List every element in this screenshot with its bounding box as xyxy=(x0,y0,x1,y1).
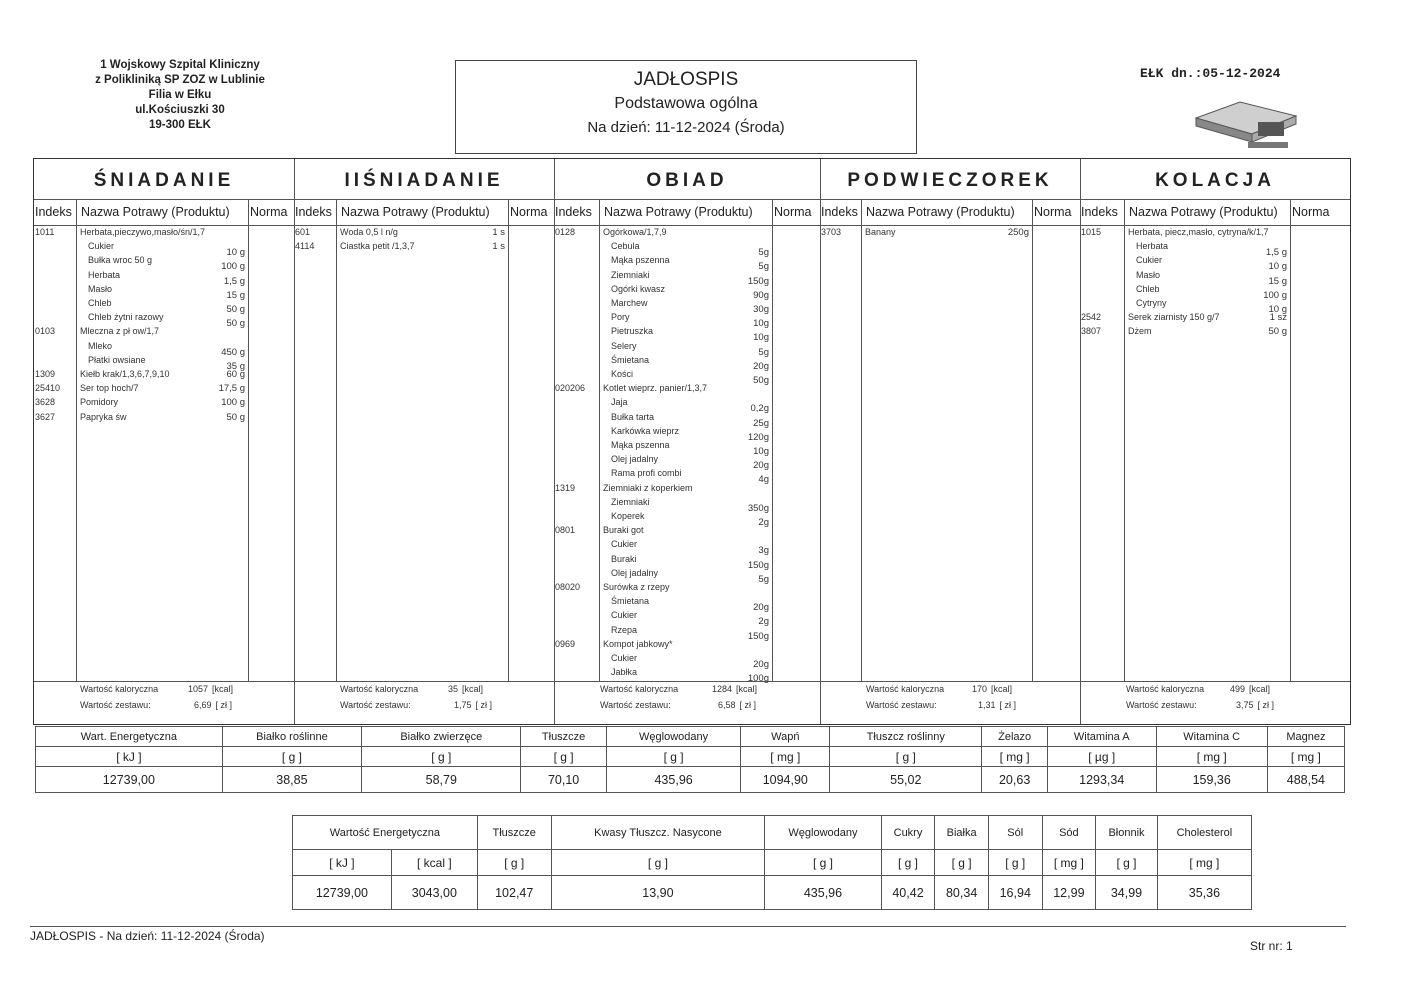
column-divider xyxy=(861,199,862,681)
ingredient-name: Chleb żytni razowy xyxy=(88,312,164,323)
dish-name: Ser top hoch/7 xyxy=(80,383,139,394)
column-header-index: Indeks xyxy=(555,205,592,219)
ingredient-name: Jabłka xyxy=(611,667,638,678)
row-divider xyxy=(34,199,1350,200)
nutrition-header-row xyxy=(36,727,1345,747)
item-quantity: 50 g xyxy=(226,304,245,315)
item-quantity: 150g xyxy=(747,275,769,287)
cost-value xyxy=(718,700,756,710)
item-index: 2542 xyxy=(1081,312,1102,323)
ingredient-name: Jaja xyxy=(611,397,628,408)
column-divider xyxy=(772,199,773,681)
item-quantity: 50 g xyxy=(226,411,245,423)
nutrient-header: Witamina A xyxy=(1047,727,1156,747)
cost-unit: [ zł ] xyxy=(1257,700,1275,710)
item-quantity: 50 g xyxy=(226,318,245,330)
ingredient-name: Śmietana xyxy=(611,596,650,607)
dish-name: Dżem xyxy=(1128,326,1152,337)
cost-number: 6,58 xyxy=(718,700,736,710)
nutrient-header: Tłuszcze xyxy=(521,727,606,747)
ingredient-name: Ziemniaki xyxy=(611,269,650,280)
nutrient-value: 435,96 xyxy=(765,876,881,910)
nutrient-unit: [ g ] xyxy=(362,747,521,767)
nutrient-unit: [ kJ ] xyxy=(293,850,392,876)
menu-date: Na dzień: 11-12-2024 (Środa) xyxy=(587,119,785,136)
nutrient-header: Wart. Energetyczna xyxy=(36,727,223,747)
hospital-line: 1 Wojskowy Szpital Kliniczny xyxy=(100,59,260,71)
item-index: 1319 xyxy=(555,482,576,493)
item-quantity: 10 g xyxy=(1268,304,1287,315)
hospital-line: z Polikliniką SP ZOZ w Lublinie xyxy=(95,74,265,86)
item-quantity: 35 g xyxy=(226,360,245,372)
column-header-name: Nazwa Potrawy (Produktu) xyxy=(1129,205,1278,219)
energy-header: Wartość Energetyczna xyxy=(293,816,478,850)
nutrient-value: 1094,90 xyxy=(741,767,830,793)
ingredient-name: Marchew xyxy=(611,298,648,308)
ingredient-name: Masło xyxy=(88,283,113,294)
cost-number: 3,75 xyxy=(1236,700,1254,710)
kcal-unit: [kcal] xyxy=(1249,684,1271,694)
row-divider xyxy=(34,225,1350,226)
ingredient-name: Herbata xyxy=(88,269,121,280)
issue-date: EŁK dn.:05-12-2024 xyxy=(1140,66,1281,81)
item-index: 601 xyxy=(295,227,311,237)
column-header-index: Indeks xyxy=(821,205,858,219)
cost-unit: [ zł ] xyxy=(215,700,233,710)
nutrient-value: 12739,00 xyxy=(36,767,223,793)
nutrient-unit: [ g ] xyxy=(765,850,881,876)
kcal-value xyxy=(712,684,757,694)
ingredient-name: Cukier xyxy=(88,241,115,252)
ingredient-name: Chleb xyxy=(1136,283,1160,294)
page-number: Str nr: 1 xyxy=(1250,939,1293,953)
column-header-name: Nazwa Potrawy (Produktu) xyxy=(866,205,1015,219)
item-quantity: 50g xyxy=(753,375,769,386)
nutrient-unit: [ g ] xyxy=(521,747,606,767)
nutrient-header: Kwasy Tłuszcz. Nasycone xyxy=(551,816,765,850)
column-divider xyxy=(248,199,249,681)
item-quantity: 100g xyxy=(747,673,769,685)
cost-number: 1,75 xyxy=(454,700,472,710)
nutrient-unit: [ mg ] xyxy=(1156,747,1267,767)
nutrient-value: 70,10 xyxy=(521,767,606,793)
ingredient-name: Mąka pszenna xyxy=(611,440,670,450)
dish-name: Woda 0,5 l n/g xyxy=(340,227,398,237)
cost-value xyxy=(1236,700,1274,710)
cost-label: Wartość zestawu: xyxy=(1126,700,1197,710)
cost-unit: [ zł ] xyxy=(739,700,757,710)
nutrient-unit: [ g ] xyxy=(881,850,935,876)
cost-unit: [ zł ] xyxy=(475,700,493,710)
cost-label: Wartość zestawu: xyxy=(340,700,411,710)
column-header-norma: Norma xyxy=(1034,205,1072,219)
item-quantity: 20g xyxy=(753,360,769,372)
item-quantity: 2g xyxy=(758,517,769,528)
item-index: 1015 xyxy=(1081,227,1102,237)
item-quantity: 50 g xyxy=(1268,326,1287,338)
nutrient-value: 3043,00 xyxy=(391,876,477,910)
ingredient-name: Cytryny xyxy=(1136,298,1167,308)
nutrient-unit: [ kcal ] xyxy=(391,850,477,876)
item-quantity: 150g xyxy=(747,630,769,642)
nutrient-value: 58,79 xyxy=(362,767,521,793)
ingredient-name: Cebula xyxy=(611,241,640,252)
item-quantity: 30g xyxy=(753,304,769,315)
meal-title: PODWIECZOREK xyxy=(847,170,1053,191)
nutrient-unit: [ g ] xyxy=(477,850,551,876)
item-quantity: 1,5 g xyxy=(223,275,245,287)
item-index: 0801 xyxy=(555,525,576,536)
nutrient-header: Białko zwierzęce xyxy=(362,727,521,747)
column-header-name: Nazwa Potrawy (Produktu) xyxy=(341,205,490,219)
item-quantity: 20g xyxy=(753,460,769,472)
cost-number: 1,31 xyxy=(978,700,996,710)
nutrition-value-row xyxy=(293,876,1252,910)
column-header-index: Indeks xyxy=(35,205,72,219)
item-quantity: 1,5 g xyxy=(1265,247,1287,259)
item-quantity: 5g xyxy=(758,247,769,259)
item-quantity: 150g xyxy=(747,559,769,571)
kcal-number: 1057 xyxy=(188,684,209,694)
nutrient-unit: [ g ] xyxy=(606,747,741,767)
item-quantity: 20g xyxy=(753,602,769,614)
nutrient-unit: [ mg ] xyxy=(982,747,1047,767)
nutrient-value: 159,36 xyxy=(1156,767,1267,793)
dish-name: Buraki got xyxy=(603,525,644,536)
dish-name: Papryka św xyxy=(80,411,127,422)
meal-title: ŚNIADANIE xyxy=(93,170,235,191)
hospital-line: 19-300 EŁK xyxy=(148,119,211,131)
cost-label: Wartość zestawu: xyxy=(866,700,937,710)
ingredient-name: Koperek xyxy=(611,511,645,521)
item-quantity: 10 g xyxy=(226,247,245,259)
dish-name: Mleczna z pł ow/1,7 xyxy=(80,326,160,337)
nutrient-value: 12739,00 xyxy=(293,876,392,910)
item-index: 0103 xyxy=(35,326,56,337)
nutrient-header: Witamina C xyxy=(1156,727,1267,747)
cost-number: 6,69 xyxy=(194,700,212,710)
dish-name: Surówka z rzepy xyxy=(603,582,670,592)
ingredient-name: Cukier xyxy=(611,653,638,663)
nutrient-header: Sód xyxy=(1042,816,1096,850)
nutrient-unit: [ g ] xyxy=(1096,850,1158,876)
ingredient-name: Cukier xyxy=(1136,255,1163,266)
nutrient-unit: [ g ] xyxy=(222,747,361,767)
ingredient-name: Olej jadalny xyxy=(611,454,659,465)
footer-divider xyxy=(30,926,1346,927)
column-divider xyxy=(336,199,337,681)
kcal-value xyxy=(972,684,1012,694)
nutrient-value: 488,54 xyxy=(1267,767,1344,793)
diet-type: Podstawowa ogólna xyxy=(614,95,758,112)
item-quantity: 25g xyxy=(753,417,769,429)
meal-title: KOLACJA xyxy=(1155,170,1275,191)
nutrient-value: 435,96 xyxy=(606,767,741,793)
nutrient-value: 38,85 xyxy=(222,767,361,793)
nutrient-value: 102,47 xyxy=(477,876,551,910)
ingredient-name: Karkówka wieprz xyxy=(611,425,680,436)
nutrient-header: Magnez xyxy=(1267,727,1344,747)
item-quantity: 100 g xyxy=(1263,289,1287,301)
item-index: 4114 xyxy=(295,241,315,252)
nutrition-unit-row xyxy=(293,850,1252,876)
item-index: 3628 xyxy=(35,397,56,408)
item-quantity: 90g xyxy=(753,289,769,301)
menu-grid xyxy=(33,158,1351,725)
book-computer-icon xyxy=(1192,96,1302,152)
item-index: 1309 xyxy=(35,369,56,379)
ingredient-name: Cukier xyxy=(611,610,638,621)
column-header-norma: Norma xyxy=(250,205,288,219)
item-index: 020206 xyxy=(555,383,586,394)
meal-title: OBIAD xyxy=(646,170,728,191)
column-header-norma: Norma xyxy=(774,205,812,219)
item-quantity: 1 s xyxy=(492,227,505,238)
kcal-number: 1284 xyxy=(712,684,733,694)
cost-unit: [ zł ] xyxy=(999,700,1017,710)
column-divider xyxy=(820,159,821,724)
kcal-label: Wartość kaloryczna xyxy=(1126,684,1205,694)
nutrient-header: Sól xyxy=(988,816,1042,850)
nutrient-value: 16,94 xyxy=(988,876,1042,910)
kcal-unit: [kcal] xyxy=(212,684,234,694)
dish-name: Pomidory xyxy=(80,397,119,408)
item-quantity: 10g xyxy=(753,446,769,457)
column-divider xyxy=(508,199,509,681)
item-index: 08020 xyxy=(555,582,581,592)
kcal-label: Wartość kaloryczna xyxy=(866,684,945,694)
item-quantity: 60 g xyxy=(226,369,245,380)
dish-name: Ogórkowa/1,7,9 xyxy=(603,227,667,237)
ingredient-name: Pory xyxy=(611,312,630,323)
nutrient-unit: [ g ] xyxy=(935,850,989,876)
ingredient-name: Rzepa xyxy=(611,624,638,635)
nutrition-table-summary xyxy=(292,815,1252,910)
ingredient-name: Selery xyxy=(611,340,637,351)
nutrient-unit: [ mg ] xyxy=(1042,850,1096,876)
ingredient-name: Kości xyxy=(611,369,634,379)
meal-title: IIŚNIADANIE xyxy=(344,170,504,191)
column-header-index: Indeks xyxy=(1081,205,1118,219)
ingredient-name: Śmietana xyxy=(611,354,650,365)
cost-value xyxy=(454,700,492,710)
column-divider xyxy=(1080,159,1081,724)
kcal-number: 35 xyxy=(448,684,459,694)
kcal-value xyxy=(448,684,483,694)
item-index: 3703 xyxy=(821,227,842,237)
kcal-label: Wartość kaloryczna xyxy=(340,684,419,694)
item-quantity: 2g xyxy=(758,616,769,628)
nutrient-unit: [ g ] xyxy=(988,850,1042,876)
nutrient-value: 1293,34 xyxy=(1047,767,1156,793)
dish-name: Kotlet wieprz. panier/1,3,7 xyxy=(603,383,708,394)
nutrient-unit: [ g ] xyxy=(551,850,765,876)
nutrient-header: Żelazo xyxy=(982,727,1047,747)
nutrient-header: Wapń xyxy=(741,727,830,747)
cost-label: Wartość zestawu: xyxy=(600,700,671,710)
ingredient-name: Rama profi combi xyxy=(611,468,682,479)
nutrient-value: 80,34 xyxy=(935,876,989,910)
nutrient-value: 35,36 xyxy=(1157,876,1251,910)
kcal-label: Wartość kaloryczna xyxy=(80,684,159,694)
item-index: 0128 xyxy=(555,227,576,237)
dish-name: Ziemniaki z koperkiem xyxy=(603,482,693,493)
column-divider xyxy=(1032,199,1033,681)
dish-name: Ciastka petit /1,3,7 xyxy=(340,241,415,252)
ingredient-name: Ogórki kwasz xyxy=(611,283,666,294)
column-header-norma: Norma xyxy=(1292,205,1330,219)
ingredient-name: Płatki owsiane xyxy=(88,354,146,365)
dish-name: Serek ziarnisty 150 g/7 xyxy=(1128,312,1220,323)
column-header-name: Nazwa Potrawy (Produktu) xyxy=(81,205,230,219)
column-header-norma: Norma xyxy=(510,205,548,219)
item-quantity: 20g xyxy=(753,659,769,670)
item-quantity: 3g xyxy=(758,545,769,557)
nutrient-unit: [ mg ] xyxy=(741,747,830,767)
ingredient-name: Cukier xyxy=(611,539,638,550)
column-divider xyxy=(1290,199,1291,681)
nutrient-value: 13,90 xyxy=(551,876,765,910)
ingredient-name: Olej jadalny xyxy=(611,567,659,578)
hospital-line: Filia w Ełku xyxy=(148,89,212,101)
nutrient-header: Cukry xyxy=(881,816,935,850)
nutrition-header-row xyxy=(293,816,1252,850)
nutrient-header: Błonnik xyxy=(1096,816,1158,850)
kcal-unit: [kcal] xyxy=(736,684,758,694)
nutrient-header: Węglowodany xyxy=(606,727,741,747)
nutrient-unit: [ mg ] xyxy=(1267,747,1344,767)
dish-name: Herbata,pieczywo,masło/śn/1,7 xyxy=(80,227,206,237)
nutrient-unit: [ kJ ] xyxy=(36,747,223,767)
item-quantity: 10g xyxy=(753,332,769,344)
ingredient-name: Herbata xyxy=(1136,241,1169,252)
dish-name: Kiełb krak/1,3,6,7,9,10 xyxy=(80,369,170,379)
dish-name: Kompot jabkowy* xyxy=(603,638,673,649)
column-header-index: Indeks xyxy=(295,205,332,219)
nutrient-header: Węglowodany xyxy=(765,816,881,850)
nutrient-header: Cholesterol xyxy=(1157,816,1251,850)
hospital-line: ul.Kościuszki 30 xyxy=(135,104,225,116)
ingredient-name: Bułka tarta xyxy=(611,411,655,422)
hospital-address xyxy=(60,58,300,133)
nutrition-value-row xyxy=(36,767,1345,793)
ingredient-name: Pietruszka xyxy=(611,326,654,337)
ingredient-name: Masło xyxy=(1136,269,1161,280)
item-quantity: 250g xyxy=(1007,227,1029,238)
column-header-name: Nazwa Potrawy (Produktu) xyxy=(604,205,753,219)
item-quantity: 15 g xyxy=(1268,275,1287,287)
item-quantity: 5g xyxy=(758,346,769,358)
nutrient-unit: [ g ] xyxy=(830,747,982,767)
item-quantity: 350g xyxy=(747,502,769,514)
item-index: 1011 xyxy=(35,227,55,237)
item-quantity: 10g xyxy=(753,318,769,330)
item-quantity: 5g xyxy=(758,261,769,273)
nutrient-value: 20,63 xyxy=(982,767,1047,793)
ingredient-name: Chleb xyxy=(88,298,112,308)
item-quantity: 450 g xyxy=(221,346,245,358)
kcal-unit: [kcal] xyxy=(462,684,484,694)
nutrient-value: 12,99 xyxy=(1042,876,1096,910)
nutrition-unit-row xyxy=(36,747,1345,767)
nutrient-header: Tłuszcze xyxy=(477,816,551,850)
item-quantity: 1 s xyxy=(492,241,505,253)
document-title: JADŁOSPIS xyxy=(633,69,739,90)
kcal-value xyxy=(1230,684,1270,694)
item-quantity: 120g xyxy=(747,431,769,443)
item-index: 0969 xyxy=(555,638,576,649)
kcal-value xyxy=(188,684,233,694)
title-box xyxy=(455,60,917,154)
kcal-number: 499 xyxy=(1230,684,1246,694)
item-quantity: 0,2g xyxy=(750,403,769,415)
kcal-label: Wartość kaloryczna xyxy=(600,684,679,694)
dish-name: Herbata, piecz,masło, cytryna/k/1,7 xyxy=(1128,227,1269,237)
item-index: 3807 xyxy=(1081,326,1102,337)
nutrient-value: 55,02 xyxy=(830,767,982,793)
cost-label: Wartość zestawu: xyxy=(80,700,151,710)
kcal-unit: [kcal] xyxy=(991,684,1013,694)
nutrient-unit: [ µg ] xyxy=(1047,747,1156,767)
ingredient-name: Buraki xyxy=(611,553,637,564)
nutrient-value: 40,42 xyxy=(881,876,935,910)
cost-value xyxy=(194,700,232,710)
nutrient-header: Tłuszcz roślinny xyxy=(830,727,982,747)
footer-text: JADŁOSPIS - Na dzień: 11-12-2024 (Środa) xyxy=(30,929,265,943)
item-quantity: 10 g xyxy=(1268,261,1287,273)
ingredient-name: Bułka wroc 50 g xyxy=(88,255,153,266)
kcal-number: 170 xyxy=(972,684,988,694)
nutrition-table-daily xyxy=(35,726,1345,793)
item-quantity: 100 g xyxy=(221,261,245,273)
item-quantity: 1 sz xyxy=(1269,312,1287,324)
item-quantity: 4g xyxy=(758,474,769,486)
nutrient-value: 34,99 xyxy=(1096,876,1158,910)
ingredient-name: Mąka pszenna xyxy=(611,255,670,266)
item-quantity: 15 g xyxy=(226,289,245,301)
item-quantity: 17,5 g xyxy=(218,383,245,395)
ingredient-name: Ziemniaki xyxy=(611,496,650,507)
item-index: 3627 xyxy=(35,411,56,422)
nutrient-unit: [ mg ] xyxy=(1157,850,1251,876)
item-index: 25410 xyxy=(35,383,61,394)
ingredient-name: Mleko xyxy=(88,340,113,351)
nutrient-header: Białko roślinne xyxy=(222,727,361,747)
cost-value xyxy=(978,700,1016,710)
item-quantity: 100 g xyxy=(221,397,245,409)
item-quantity: 5g xyxy=(758,573,769,585)
nutrient-header: Białka xyxy=(935,816,989,850)
dish-name: Banany xyxy=(865,227,896,237)
